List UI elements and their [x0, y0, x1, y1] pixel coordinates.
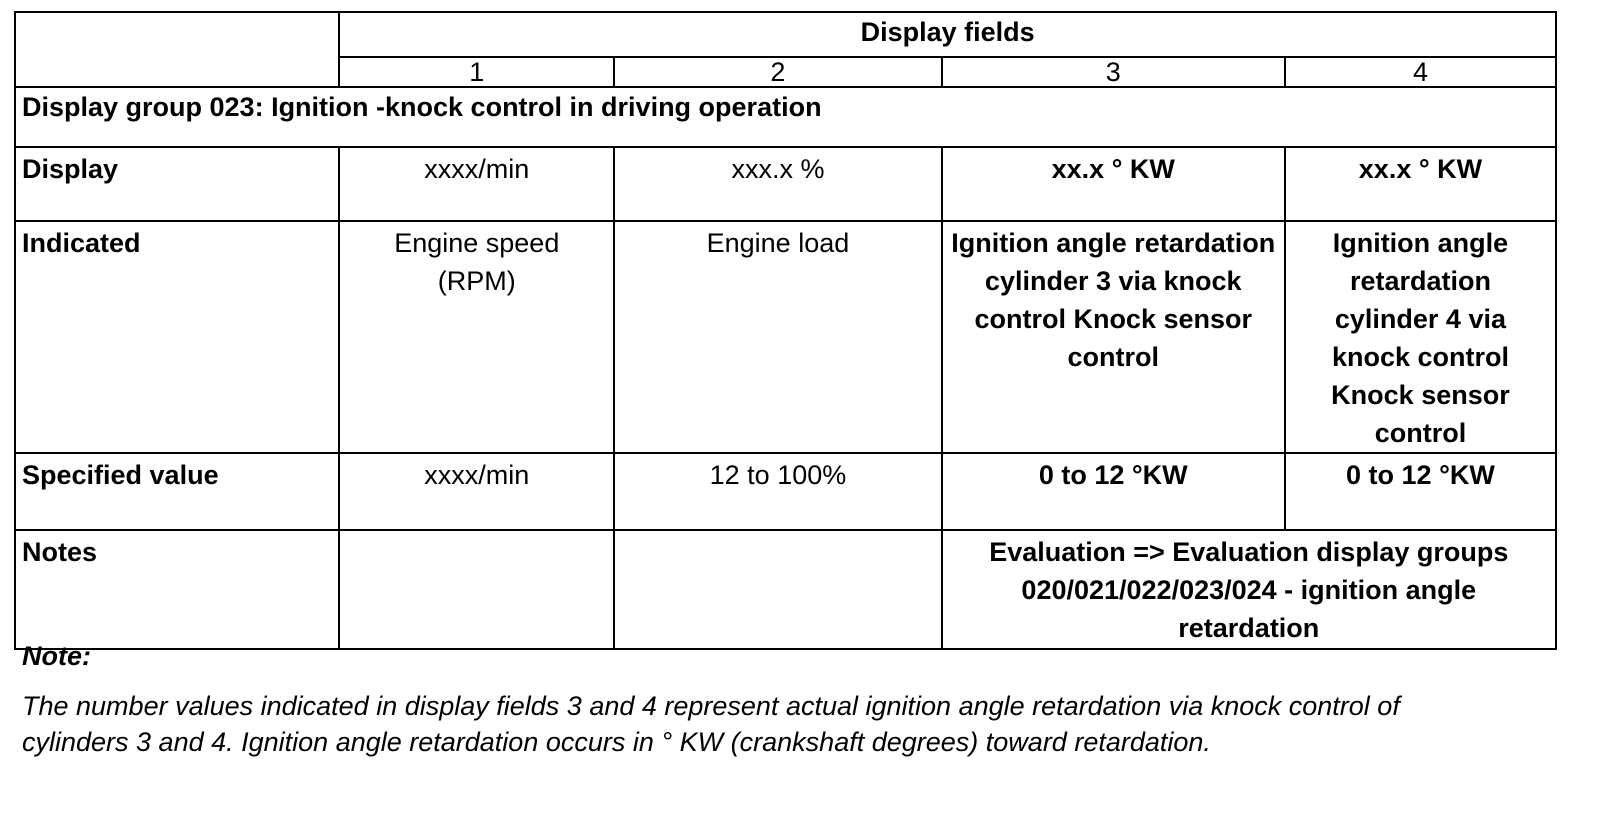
notes-value-3-4: Evaluation => Evaluation display groups 020/021/022/023/024 - ignition angle retardation — [942, 530, 1556, 649]
footnote-text: The number values indicated in display fields 3 and 4 represent actual ignition angle retardation via knock control of cylinders 3 and 4. Ignition angle retardation occurs in ° KW (crankshaft degrees) toward retardation. — [22, 691, 1400, 757]
display-row — [15, 147, 1556, 221]
display-fields-header: Display fields — [339, 12, 1556, 57]
notes-label: Notes — [15, 530, 339, 649]
display-value-1: xxxx/min — [339, 147, 614, 221]
display-value-4: xx.x ° KW — [1285, 147, 1556, 221]
indicated-value-4: Ignition angle retardation cylinder 4 via knock control Knock sensor control — [1285, 221, 1556, 453]
specified-value-row — [15, 453, 1556, 530]
display-value-3: xx.x ° KW — [942, 147, 1285, 221]
footnote-heading: Note: — [22, 641, 91, 671]
field-number-2: 2 — [614, 57, 941, 87]
display-group-table — [14, 11, 1557, 650]
group-title: Display group 023: Ignition -knock control in driving operation — [15, 87, 1556, 147]
indicated-label: Indicated — [15, 221, 339, 453]
indicated-value-1: Engine speed (RPM) — [339, 221, 614, 453]
specified-value-1: xxxx/min — [339, 453, 614, 530]
notes-value-2 — [614, 530, 941, 649]
indicated-value-2: Engine load — [614, 221, 941, 453]
field-number-4: 4 — [1285, 57, 1556, 87]
specified-value-4: 0 to 12 °KW — [1285, 453, 1556, 530]
notes-value-1 — [339, 530, 614, 649]
field-number-3: 3 — [942, 57, 1285, 87]
specified-label: Specified value — [15, 453, 339, 530]
specified-value-2: 12 to 100% — [614, 453, 941, 530]
indicated-value-3: Ignition angle retardation cylinder 3 via knock control Knock sensor control — [942, 221, 1285, 453]
notes-row — [15, 530, 1556, 649]
corner-cell — [15, 12, 339, 87]
field-number-1: 1 — [339, 57, 614, 87]
display-value-2: xxx.x % — [614, 147, 941, 221]
group-title-row — [15, 87, 1556, 147]
indicated-row — [15, 221, 1556, 453]
header-row — [15, 12, 1556, 57]
display-label: Display — [15, 147, 339, 221]
specified-value-3: 0 to 12 °KW — [942, 453, 1285, 530]
